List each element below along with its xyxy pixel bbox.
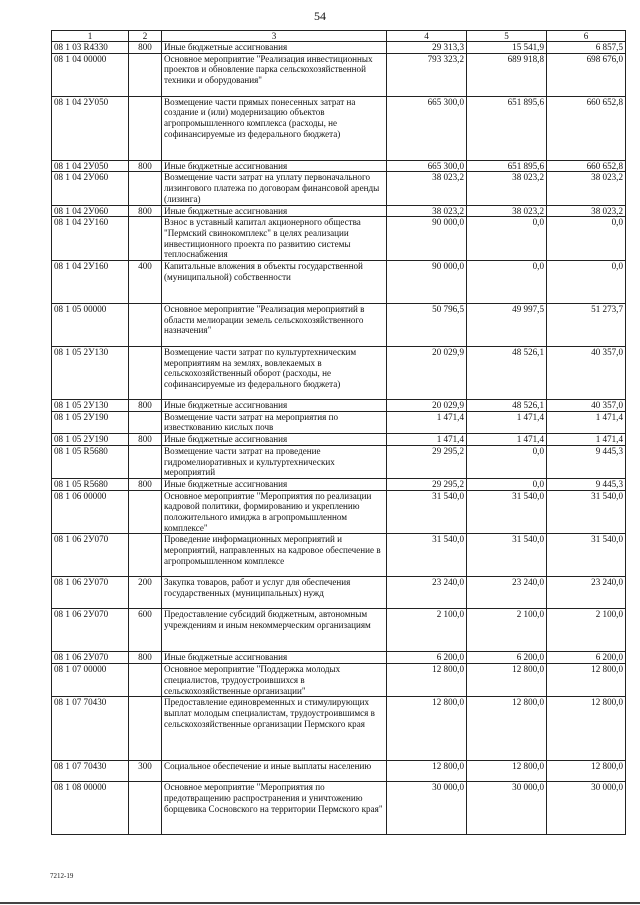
amount-col5-cell: 31 540,0: [467, 490, 547, 534]
amount-col4-cell: 665 300,0: [387, 96, 467, 160]
budget-code-cell: 08 1 05 2У130: [52, 400, 129, 412]
table-row: [52, 577, 626, 609]
table-row: [52, 217, 626, 261]
amount-col6-cell: 30 000,0: [547, 782, 626, 835]
page-number: 54: [314, 9, 326, 23]
page-bottom-border: [0, 902, 640, 904]
item-name-cell: Закупка товаров, работ и услуг для обеспечения государственных (муниципальных) нужд: [162, 577, 387, 609]
table-row: [52, 652, 626, 664]
expense-type-cell: [129, 217, 162, 261]
amount-col4-cell: 665 300,0: [387, 160, 467, 172]
amount-col4-cell: 2 100,0: [387, 609, 467, 652]
amount-col4-cell: 29 313,3: [387, 42, 467, 54]
amount-col4-cell: 38 023,2: [387, 205, 467, 217]
item-name-cell: Возмещение части затрат на мероприятия по известкованию кислых почв: [162, 411, 387, 433]
amount-col5-cell: 0,0: [467, 217, 547, 261]
item-name-cell: Иные бюджетные ассигнования: [162, 42, 387, 54]
item-name-cell: Иные бюджетные ассигнования: [162, 434, 387, 446]
amount-col6-cell: 51 273,7: [547, 304, 626, 347]
amount-col5-cell: 48 526,1: [467, 347, 547, 400]
item-name-cell: Основное мероприятие "Поддержка молодых специалистов, трудоустроившихся в сельскохозяйственные организации": [162, 664, 387, 697]
budget-code-cell: 08 1 05 2У190: [52, 434, 129, 446]
amount-col6-cell: 9 445,3: [547, 478, 626, 490]
amount-col6-cell: 0,0: [547, 261, 626, 304]
amount-col6-cell: 23 240,0: [547, 577, 626, 609]
table-row: [52, 664, 626, 697]
item-name-cell: Предоставление единовременных и стимулирующих выплат молодым специалистам, трудоустроившимся в сельскохозяйственные организации Пермского края: [162, 697, 387, 761]
amount-col5-cell: 2 100,0: [467, 609, 547, 652]
amount-col6-cell: 1 471,4: [547, 434, 626, 446]
table-row: [52, 411, 626, 433]
expense-type-cell: 800: [129, 478, 162, 490]
expense-type-cell: 800: [129, 652, 162, 664]
amount-col6-cell: 40 357,0: [547, 347, 626, 400]
expense-type-cell: [129, 445, 162, 478]
amount-col4-cell: 20 029,9: [387, 347, 467, 400]
amount-col4-cell: 1 471,4: [387, 434, 467, 446]
item-name-cell: Иные бюджетные ассигнования: [162, 160, 387, 172]
budget-code-cell: 08 1 07 70430: [52, 761, 129, 782]
table-row: [52, 434, 626, 446]
amount-col5-cell: 0,0: [467, 261, 547, 304]
table-row: [52, 478, 626, 490]
budget-table-body: [52, 31, 626, 835]
item-name-cell: Возмещение части затрат по культуртехническим мероприятиям на землях, вовлекаемых в сельскохозяйственный оборот (расходы, не софинансируемые из федерального бюджета): [162, 347, 387, 400]
column-header: 5: [467, 31, 547, 42]
table-row: [52, 347, 626, 400]
expense-type-cell: [129, 664, 162, 697]
amount-col4-cell: 31 540,0: [387, 490, 467, 534]
amount-col4-cell: 31 540,0: [387, 534, 467, 577]
table-row: [52, 304, 626, 347]
budget-code-cell: 08 1 05 2У130: [52, 347, 129, 400]
item-name-cell: Взнос в уставный капитал акционерного общества "Пермский свинокомплекс" в целях реализации инвестиционного проекта по развитию системы теплоснабжения: [162, 217, 387, 261]
column-header: 1: [52, 31, 129, 42]
item-name-cell: Предоставление субсидий бюджетным, автономным учреждениям и иным некоммерческим организациям: [162, 609, 387, 652]
amount-col4-cell: 20 029,9: [387, 400, 467, 412]
expense-type-cell: 800: [129, 434, 162, 446]
budget-code-cell: 08 1 06 2У070: [52, 652, 129, 664]
amount-col6-cell: 40 357,0: [547, 400, 626, 412]
amount-col4-cell: 29 295,2: [387, 478, 467, 490]
item-name-cell: Капитальные вложения в объекты государственной (муниципальной) собственности: [162, 261, 387, 304]
amount-col4-cell: 30 000,0: [387, 782, 467, 835]
item-name-cell: Возмещение части затрат на уплату первоначального лизингового платежа по договорам финансовой аренды (лизинга): [162, 172, 387, 205]
amount-col5-cell: 30 000,0: [467, 782, 547, 835]
expense-type-cell: [129, 782, 162, 835]
column-header: 6: [547, 31, 626, 42]
table-row: [52, 534, 626, 577]
expense-type-cell: 800: [129, 400, 162, 412]
amount-col6-cell: 12 800,0: [547, 697, 626, 761]
budget-code-cell: 08 1 04 2У160: [52, 261, 129, 304]
budget-code-cell: 08 1 04 2У060: [52, 172, 129, 205]
amount-col4-cell: 50 796,5: [387, 304, 467, 347]
budget-code-cell: 08 1 03 R4330: [52, 42, 129, 54]
item-name-cell: Основное мероприятие "Мероприятия по реализации кадровой политики, формированию и укреплению положительного имиджа в агропромышленном комплексе": [162, 490, 387, 534]
amount-col6-cell: 9 445,3: [547, 445, 626, 478]
amount-col5-cell: 1 471,4: [467, 434, 547, 446]
table-row: [52, 160, 626, 172]
table-row: [52, 42, 626, 54]
expense-type-cell: 800: [129, 160, 162, 172]
amount-col4-cell: 793 323,2: [387, 53, 467, 96]
amount-col6-cell: 38 023,2: [547, 205, 626, 217]
expense-type-cell: 800: [129, 42, 162, 54]
budget-code-cell: 08 1 04 2У060: [52, 205, 129, 217]
footer-code: 7212-19: [50, 872, 74, 880]
budget-code-cell: 08 1 04 00000: [52, 53, 129, 96]
amount-col5-cell: 0,0: [467, 478, 547, 490]
item-name-cell: Проведение информационных мероприятий и мероприятий, направленных на кадровое обеспечение в агропромышленном комплексе: [162, 534, 387, 577]
expense-type-cell: [129, 172, 162, 205]
budget-code-cell: 08 1 04 2У160: [52, 217, 129, 261]
budget-code-cell: 08 1 06 2У070: [52, 609, 129, 652]
item-name-cell: Социальное обеспечение и иные выплаты населению: [162, 761, 387, 782]
item-name-cell: Возмещение части затрат на проведение гидромелиоративных и культуртехнических мероприятий: [162, 445, 387, 478]
expense-type-cell: [129, 411, 162, 433]
budget-code-cell: 08 1 05 R5680: [52, 445, 129, 478]
item-name-cell: Возмещение части прямых понесенных затрат на создание и (или) модернизацию объектов агропромышленного комплекса (расходы, не софинансируемые из федерального бюджета): [162, 96, 387, 160]
amount-col5-cell: 12 800,0: [467, 697, 547, 761]
amount-col6-cell: 6 857,5: [547, 42, 626, 54]
table-row: [52, 96, 626, 160]
budget-code-cell: 08 1 06 2У070: [52, 577, 129, 609]
budget-code-cell: 08 1 06 00000: [52, 490, 129, 534]
table-row: [52, 490, 626, 534]
amount-col5-cell: 651 895,6: [467, 96, 547, 160]
item-name-cell: Иные бюджетные ассигнования: [162, 400, 387, 412]
column-header: 4: [387, 31, 467, 42]
item-name-cell: Иные бюджетные ассигнования: [162, 205, 387, 217]
item-name-cell: Иные бюджетные ассигнования: [162, 652, 387, 664]
amount-col4-cell: 38 023,2: [387, 172, 467, 205]
amount-col6-cell: 12 800,0: [547, 761, 626, 782]
budget-code-cell: 08 1 07 70430: [52, 697, 129, 761]
column-header: 3: [162, 31, 387, 42]
amount-col5-cell: 651 895,6: [467, 160, 547, 172]
budget-code-cell: 08 1 05 2У190: [52, 411, 129, 433]
amount-col5-cell: 31 540,0: [467, 534, 547, 577]
amount-col6-cell: 698 676,0: [547, 53, 626, 96]
amount-col6-cell: 31 540,0: [547, 534, 626, 577]
table-row: [52, 261, 626, 304]
amount-col4-cell: 6 200,0: [387, 652, 467, 664]
expense-type-cell: [129, 534, 162, 577]
amount-col5-cell: 12 800,0: [467, 664, 547, 697]
budget-code-cell: 08 1 04 2У050: [52, 160, 129, 172]
amount-col4-cell: 1 471,4: [387, 411, 467, 433]
table-row: [52, 697, 626, 761]
amount-col6-cell: 6 200,0: [547, 652, 626, 664]
amount-col6-cell: 0,0: [547, 217, 626, 261]
expense-type-cell: [129, 304, 162, 347]
amount-col5-cell: 0,0: [467, 445, 547, 478]
amount-col5-cell: 15 541,9: [467, 42, 547, 54]
item-name-cell: Основное мероприятие "Мероприятия по предотвращению распространения и уничтожению борщевика Сосновского на территории Пермского края": [162, 782, 387, 835]
budget-code-cell: 08 1 07 00000: [52, 664, 129, 697]
amount-col5-cell: 48 526,1: [467, 400, 547, 412]
amount-col6-cell: 38 023,2: [547, 172, 626, 205]
amount-col6-cell: 1 471,4: [547, 411, 626, 433]
expense-type-cell: 600: [129, 609, 162, 652]
budget-code-cell: 08 1 05 R5680: [52, 478, 129, 490]
amount-col6-cell: 660 652,8: [547, 160, 626, 172]
budget-code-cell: 08 1 08 00000: [52, 782, 129, 835]
amount-col4-cell: 29 295,2: [387, 445, 467, 478]
amount-col4-cell: 12 800,0: [387, 697, 467, 761]
amount-col5-cell: 6 200,0: [467, 652, 547, 664]
amount-col5-cell: 689 918,8: [467, 53, 547, 96]
table-row: [52, 53, 626, 96]
amount-col4-cell: 90 000,0: [387, 217, 467, 261]
expense-type-cell: 200: [129, 577, 162, 609]
expense-type-cell: [129, 490, 162, 534]
expense-type-cell: [129, 96, 162, 160]
expense-type-cell: [129, 697, 162, 761]
item-name-cell: Иные бюджетные ассигнования: [162, 478, 387, 490]
amount-col4-cell: 12 800,0: [387, 664, 467, 697]
amount-col6-cell: 2 100,0: [547, 609, 626, 652]
budget-table: [51, 30, 626, 835]
item-name-cell: Основное мероприятие "Реализация инвестиционных проектов и обновление парка сельскохозяйственной техники и оборудования": [162, 53, 387, 96]
table-row: [52, 609, 626, 652]
expense-type-cell: [129, 53, 162, 96]
amount-col6-cell: 660 652,8: [547, 96, 626, 160]
table-row: [52, 782, 626, 835]
amount-col5-cell: 38 023,2: [467, 205, 547, 217]
amount-col5-cell: 23 240,0: [467, 577, 547, 609]
budget-code-cell: 08 1 04 2У050: [52, 96, 129, 160]
expense-type-cell: 400: [129, 261, 162, 304]
amount-col6-cell: 12 800,0: [547, 664, 626, 697]
column-header: 2: [129, 31, 162, 42]
item-name-cell: Основное мероприятие "Реализация мероприятий в области мелиорации земель сельскохозяйственного назначения": [162, 304, 387, 347]
amount-col4-cell: 12 800,0: [387, 761, 467, 782]
expense-type-cell: 300: [129, 761, 162, 782]
table-row: [52, 172, 626, 205]
expense-type-cell: 800: [129, 205, 162, 217]
budget-code-cell: 08 1 06 2У070: [52, 534, 129, 577]
expense-type-cell: [129, 347, 162, 400]
amount-col6-cell: 31 540,0: [547, 490, 626, 534]
table-row: [52, 400, 626, 412]
amount-col4-cell: 23 240,0: [387, 577, 467, 609]
amount-col4-cell: 90 000,0: [387, 261, 467, 304]
amount-col5-cell: 49 997,5: [467, 304, 547, 347]
column-number-row: [52, 31, 626, 42]
budget-code-cell: 08 1 05 00000: [52, 304, 129, 347]
table-row: [52, 205, 626, 217]
table-row: [52, 445, 626, 478]
amount-col5-cell: 12 800,0: [467, 761, 547, 782]
amount-col5-cell: 1 471,4: [467, 411, 547, 433]
table-row: [52, 761, 626, 782]
amount-col5-cell: 38 023,2: [467, 172, 547, 205]
